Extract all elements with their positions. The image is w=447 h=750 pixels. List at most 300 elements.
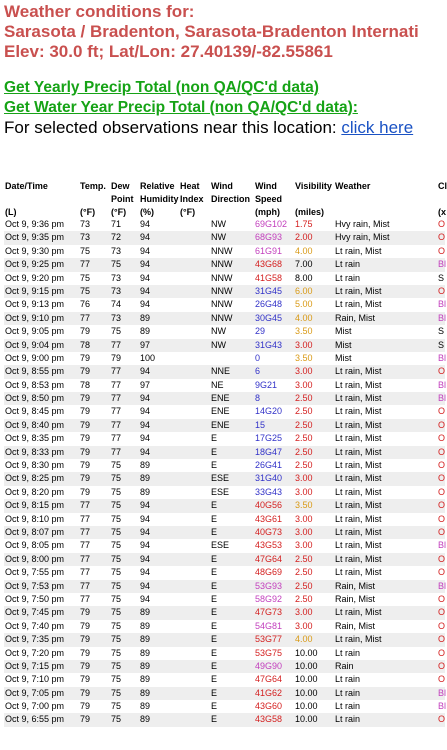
cell-wd: ENE bbox=[211, 393, 230, 404]
cell-temp: 79 bbox=[80, 634, 91, 645]
cell-date: Oct 9, 8:30 pm bbox=[5, 460, 65, 471]
cell-date: Oct 9, 7:20 pm bbox=[5, 647, 65, 658]
cell-vis: 10.00 bbox=[295, 687, 318, 698]
cell-dew: 71 bbox=[111, 219, 122, 229]
cell-temp: 75 bbox=[80, 245, 91, 256]
cell-rh: 94 bbox=[140, 433, 151, 444]
cell-rh: 94 bbox=[140, 219, 151, 229]
cell-date: Oct 9, 9:25 pm bbox=[5, 259, 65, 270]
header-title: Weather conditions for: bbox=[4, 2, 195, 21]
cell-dew: 77 bbox=[111, 379, 122, 390]
cell-ws: 43G53 bbox=[255, 540, 283, 551]
cell-wx: Lt rain, Mist bbox=[335, 526, 382, 537]
cell-dew: 77 bbox=[111, 406, 122, 417]
cell-cl: Bl bbox=[438, 352, 447, 363]
cell-vis: 6.00 bbox=[295, 285, 313, 296]
header-date-line3: (L) bbox=[5, 207, 17, 217]
cell-ws: 26G41 bbox=[255, 460, 283, 471]
table-row bbox=[4, 593, 445, 606]
header-hi-line1: Heat bbox=[180, 181, 200, 191]
table-row bbox=[4, 258, 445, 271]
cell-temp: 77 bbox=[80, 540, 91, 551]
cell-date: Oct 9, 8:05 pm bbox=[5, 540, 65, 551]
table-row bbox=[4, 713, 445, 726]
cell-rh: 94 bbox=[140, 232, 151, 243]
table-row bbox=[4, 459, 445, 472]
cell-wd: NNW bbox=[211, 259, 233, 270]
cell-ws: 53G77 bbox=[255, 634, 283, 645]
click-here-link[interactable]: click here bbox=[341, 118, 414, 137]
cell-rh: 94 bbox=[140, 299, 151, 310]
cell-date: Oct 9, 8:33 pm bbox=[5, 446, 65, 457]
table-row bbox=[4, 379, 445, 392]
cell-date: Oct 9, 9:10 pm bbox=[5, 312, 65, 323]
cell-cl: O bbox=[438, 433, 446, 444]
cell-ws: 43G68 bbox=[255, 259, 283, 270]
cell-ws: 61G91 bbox=[255, 245, 283, 256]
yearly-precip-link[interactable]: Get Yearly Precip Total (non QA/QC'd data) bbox=[4, 79, 319, 96]
cell-ws: 40G56 bbox=[255, 500, 283, 511]
cell-wx: Lt rain, Mist bbox=[335, 500, 382, 511]
cell-vis: 10.00 bbox=[295, 714, 318, 725]
cell-date: Oct 9, 8:55 pm bbox=[5, 366, 65, 377]
table-row bbox=[4, 553, 445, 566]
cell-cl: O bbox=[438, 660, 446, 671]
table-row bbox=[4, 700, 445, 713]
cell-temp: 79 bbox=[80, 419, 91, 430]
cell-temp: 79 bbox=[80, 660, 91, 671]
cell-cl: S bbox=[438, 326, 445, 337]
cell-wd: ESE bbox=[211, 540, 230, 551]
cell-rh: 89 bbox=[140, 660, 151, 671]
header-dew-line3: (°F) bbox=[111, 207, 127, 217]
cell-ws: 53G75 bbox=[255, 647, 283, 658]
cell-dew: 77 bbox=[111, 433, 122, 444]
cell-date: Oct 9, 7:53 pm bbox=[5, 580, 65, 591]
cell-dew: 75 bbox=[111, 526, 122, 537]
cell-temp: 79 bbox=[80, 607, 91, 618]
cell-wx: Lt rain, Mist bbox=[335, 366, 382, 377]
cell-temp: 77 bbox=[80, 593, 91, 604]
cell-wd: NW bbox=[211, 232, 226, 243]
cell-wx: Lt rain, Mist bbox=[335, 513, 382, 524]
water-year-precip-link[interactable]: Get Water Year Precip Total (non QA/QC'd data): bbox=[4, 99, 358, 116]
cell-date: Oct 9, 8:45 pm bbox=[5, 406, 65, 417]
cell-dew: 77 bbox=[111, 339, 122, 350]
cell-wd: E bbox=[211, 660, 218, 671]
cell-temp: 79 bbox=[80, 701, 91, 712]
cell-dew: 75 bbox=[111, 540, 122, 551]
table-row bbox=[4, 580, 445, 593]
cell-ws: 30G45 bbox=[255, 312, 283, 323]
header-hi-line3: (°F) bbox=[180, 207, 196, 217]
cell-dew: 75 bbox=[111, 593, 122, 604]
cell-vis: 2.50 bbox=[295, 593, 313, 604]
cell-dew: 75 bbox=[111, 580, 122, 591]
cell-rh: 94 bbox=[140, 366, 151, 377]
cell-wx: Mist bbox=[335, 326, 352, 337]
selected-observations bbox=[4, 117, 413, 139]
cell-ws: 0 bbox=[255, 352, 261, 363]
cell-ws: 48G69 bbox=[255, 567, 283, 578]
cell-rh: 94 bbox=[140, 567, 151, 578]
cell-wd: E bbox=[211, 580, 218, 591]
cell-vis: 3.00 bbox=[295, 473, 313, 484]
cell-vis: 2.50 bbox=[295, 446, 313, 457]
cell-vis: 2.50 bbox=[295, 567, 313, 578]
header-station-name: Sarasota / Bradenton, Sarasota-Bradenton Internati bbox=[4, 22, 419, 41]
cell-rh: 94 bbox=[140, 580, 151, 591]
cell-cl: O bbox=[438, 567, 446, 578]
table-row bbox=[4, 272, 445, 285]
cell-dew: 75 bbox=[111, 460, 122, 471]
cell-date: Oct 9, 8:00 pm bbox=[5, 553, 65, 564]
cell-rh: 89 bbox=[140, 620, 151, 631]
cell-ws: 43G60 bbox=[255, 701, 283, 712]
cell-date: Oct 9, 9:20 pm bbox=[5, 272, 65, 283]
cell-wd: E bbox=[211, 513, 218, 524]
header-wd-line2: Direction bbox=[211, 194, 251, 204]
cell-temp: 79 bbox=[80, 393, 91, 404]
cell-rh: 94 bbox=[140, 406, 151, 417]
cell-ws: 31G43 bbox=[255, 339, 283, 350]
cell-wd: E bbox=[211, 607, 218, 618]
cell-wx: Rain, Mist bbox=[335, 312, 376, 323]
cell-rh: 89 bbox=[140, 473, 151, 484]
cell-wx: Lt rain, Mist bbox=[335, 553, 382, 564]
cell-cl: Bl bbox=[438, 379, 447, 390]
cell-cl: O bbox=[438, 406, 446, 417]
cell-wx: Rain, Mist bbox=[335, 593, 376, 604]
cell-cl: O bbox=[438, 553, 446, 564]
table-row bbox=[4, 392, 445, 405]
cell-rh: 89 bbox=[140, 714, 151, 725]
cell-wd: E bbox=[211, 567, 218, 578]
cell-date: Oct 9, 7:00 pm bbox=[5, 701, 65, 712]
cell-vis: 3.00 bbox=[295, 486, 313, 497]
cell-dew: 75 bbox=[111, 553, 122, 564]
cell-ws: 68G93 bbox=[255, 232, 283, 243]
cell-wd: ESE bbox=[211, 473, 230, 484]
cell-ws: 47G73 bbox=[255, 607, 283, 618]
cell-date: Oct 9, 9:30 pm bbox=[5, 245, 65, 256]
cell-temp: 79 bbox=[80, 433, 91, 444]
cell-vis: 3.00 bbox=[295, 540, 313, 551]
cell-wd: ENE bbox=[211, 406, 230, 417]
header-dew-line1: Dew bbox=[111, 181, 130, 191]
cell-wd: E bbox=[211, 446, 218, 457]
cell-dew: 75 bbox=[111, 701, 122, 712]
cell-temp: 79 bbox=[80, 352, 91, 363]
cell-rh: 94 bbox=[140, 419, 151, 430]
header-elevation: Elev: 30.0 ft; Lat/Lon: 27.40139/-82.55861 bbox=[4, 42, 333, 61]
cell-wx: Lt rain, Mist bbox=[335, 393, 382, 404]
cell-ws: 14G20 bbox=[255, 406, 283, 417]
cell-rh: 89 bbox=[140, 701, 151, 712]
cell-wd: E bbox=[211, 701, 218, 712]
cell-ws: 9G21 bbox=[255, 379, 278, 390]
cell-vis: 10.00 bbox=[295, 660, 318, 671]
cell-wd: NW bbox=[211, 339, 226, 350]
cell-rh: 94 bbox=[140, 540, 151, 551]
header-ws-line1: Wind bbox=[255, 181, 277, 191]
cell-wd: ENE bbox=[211, 419, 230, 430]
cell-vis: 2.50 bbox=[295, 433, 313, 444]
cell-cl: Bl bbox=[438, 312, 447, 323]
cell-rh: 94 bbox=[140, 393, 151, 404]
cell-rh: 89 bbox=[140, 486, 151, 497]
cell-temp: 79 bbox=[80, 406, 91, 417]
cell-wd: NNW bbox=[211, 312, 233, 323]
cell-date: Oct 9, 7:15 pm bbox=[5, 660, 65, 671]
cell-wd: E bbox=[211, 553, 218, 564]
cell-rh: 94 bbox=[140, 593, 151, 604]
table-row bbox=[4, 499, 445, 512]
header-rh-line3: (%) bbox=[140, 207, 154, 217]
cell-dew: 75 bbox=[111, 567, 122, 578]
cell-ws: 18G47 bbox=[255, 446, 283, 457]
cell-vis: 3.50 bbox=[295, 500, 313, 511]
cell-rh: 94 bbox=[140, 446, 151, 457]
cell-wd: NE bbox=[211, 379, 224, 390]
table-row bbox=[4, 526, 445, 539]
cell-date: Oct 9, 7:45 pm bbox=[5, 607, 65, 618]
header-dew-line2: Point bbox=[111, 194, 134, 204]
cell-temp: 79 bbox=[80, 714, 91, 725]
cell-temp: 76 bbox=[80, 299, 91, 310]
cell-vis: 3.00 bbox=[295, 339, 313, 350]
cell-wx: Lt rain, Mist bbox=[335, 285, 382, 296]
cell-wd: NNW bbox=[211, 272, 233, 283]
cell-temp: 79 bbox=[80, 473, 91, 484]
cell-cl: O bbox=[438, 500, 446, 511]
cell-wx: Lt rain, Mist bbox=[335, 473, 382, 484]
cell-wd: E bbox=[211, 593, 218, 604]
cell-wx: Lt rain, Mist bbox=[335, 486, 382, 497]
cell-date: Oct 9, 8:07 pm bbox=[5, 526, 65, 537]
cell-wd: E bbox=[211, 714, 218, 725]
header-cl-line1: Cl bbox=[438, 181, 447, 191]
cell-date: Oct 9, 8:10 pm bbox=[5, 513, 65, 524]
cell-cl: O bbox=[438, 593, 446, 604]
cell-wx: Lt rain, Mist bbox=[335, 634, 382, 645]
observations-table bbox=[4, 180, 445, 727]
cell-rh: 94 bbox=[140, 500, 151, 511]
cell-date: Oct 9, 9:35 pm bbox=[5, 232, 65, 243]
cell-ws: 29 bbox=[255, 326, 266, 337]
cell-temp: 77 bbox=[80, 312, 91, 323]
cell-cl: S bbox=[438, 339, 445, 350]
cell-date: Oct 9, 8:15 pm bbox=[5, 500, 65, 511]
cell-dew: 75 bbox=[111, 486, 122, 497]
table-row bbox=[4, 231, 445, 244]
cell-ws: 49G90 bbox=[255, 660, 283, 671]
cell-wx: Lt rain, Mist bbox=[335, 540, 382, 551]
table-row bbox=[4, 298, 445, 311]
cell-date: Oct 9, 7:35 pm bbox=[5, 634, 65, 645]
cell-date: Oct 9, 9:04 pm bbox=[5, 339, 65, 350]
table-header bbox=[4, 180, 445, 218]
cell-dew: 77 bbox=[111, 393, 122, 404]
cell-vis: 4.00 bbox=[295, 245, 313, 256]
table-row bbox=[4, 365, 445, 378]
cell-wx: Lt rain, Mist bbox=[335, 419, 382, 430]
cell-date: Oct 9, 8:25 pm bbox=[5, 473, 65, 484]
cell-wx: Mist bbox=[335, 352, 352, 363]
table-row bbox=[4, 218, 445, 231]
cell-dew: 75 bbox=[111, 647, 122, 658]
cell-wx: Lt rain, Mist bbox=[335, 406, 382, 417]
cell-cl: O bbox=[438, 486, 446, 497]
cell-rh: 89 bbox=[140, 607, 151, 618]
cell-cl: O bbox=[438, 446, 446, 457]
cell-ws: 41G62 bbox=[255, 687, 283, 698]
cell-dew: 73 bbox=[111, 245, 122, 256]
cell-rh: 94 bbox=[140, 526, 151, 537]
cell-wd: E bbox=[211, 460, 218, 471]
cell-cl: S bbox=[438, 272, 445, 283]
cell-vis: 7.00 bbox=[295, 259, 313, 270]
cell-dew: 75 bbox=[111, 513, 122, 524]
cell-wx: Lt rain bbox=[335, 647, 361, 658]
cell-wx: Rain, Mist bbox=[335, 620, 376, 631]
cell-wd: NNE bbox=[211, 366, 231, 377]
cell-date: Oct 9, 9:05 pm bbox=[5, 326, 65, 337]
cell-dew: 73 bbox=[111, 312, 122, 323]
cell-rh: 89 bbox=[140, 312, 151, 323]
cell-wx: Rain, Mist bbox=[335, 580, 376, 591]
cell-wx: Lt rain, Mist bbox=[335, 245, 382, 256]
table-row bbox=[4, 245, 445, 258]
cell-wx: Rain bbox=[335, 660, 354, 671]
cell-date: Oct 9, 7:55 pm bbox=[5, 567, 65, 578]
cell-rh: 89 bbox=[140, 460, 151, 471]
cell-cl: O bbox=[438, 634, 446, 645]
cell-ws: 43G61 bbox=[255, 513, 283, 524]
cell-rh: 94 bbox=[140, 272, 151, 283]
cell-temp: 79 bbox=[80, 687, 91, 698]
header-cl-line3: (x bbox=[438, 207, 447, 217]
cell-dew: 73 bbox=[111, 272, 122, 283]
cell-temp: 79 bbox=[80, 460, 91, 471]
cell-temp: 77 bbox=[80, 526, 91, 537]
cell-date: Oct 9, 7:10 pm bbox=[5, 674, 65, 685]
cell-date: Oct 9, 9:13 pm bbox=[5, 299, 65, 310]
cell-date: Oct 9, 7:40 pm bbox=[5, 620, 65, 631]
cell-rh: 94 bbox=[140, 259, 151, 270]
cell-rh: 89 bbox=[140, 687, 151, 698]
cell-vis: 3.50 bbox=[295, 326, 313, 337]
cell-wx: Mist bbox=[335, 339, 352, 350]
header-vis-line1: Visibility bbox=[295, 181, 332, 191]
cell-ws: 26G48 bbox=[255, 299, 283, 310]
cell-wd: NNW bbox=[211, 299, 233, 310]
table-row bbox=[4, 325, 445, 338]
cell-cl: Bl bbox=[438, 540, 447, 551]
cell-dew: 75 bbox=[111, 634, 122, 645]
cell-temp: 79 bbox=[80, 326, 91, 337]
cell-vis: 2.50 bbox=[295, 406, 313, 417]
cell-wd: E bbox=[211, 500, 218, 511]
cell-dew: 75 bbox=[111, 660, 122, 671]
cell-vis: 3.00 bbox=[295, 366, 313, 377]
table-row bbox=[4, 312, 445, 325]
cell-wx: Hvy rain, Mist bbox=[335, 219, 390, 229]
cell-vis: 10.00 bbox=[295, 701, 318, 712]
cell-date: Oct 9, 6:55 pm bbox=[5, 714, 65, 725]
cell-wd: E bbox=[211, 620, 218, 631]
cell-wd: ESE bbox=[211, 486, 230, 497]
cell-vis: 2.50 bbox=[295, 393, 313, 404]
cell-wx: Lt rain bbox=[335, 272, 361, 283]
cell-wx: Lt rain, Mist bbox=[335, 433, 382, 444]
cell-dew: 77 bbox=[111, 446, 122, 457]
cell-temp: 79 bbox=[80, 486, 91, 497]
cell-ws: 8 bbox=[255, 393, 261, 404]
header-hi-line2: Index bbox=[180, 194, 204, 204]
table-row bbox=[4, 687, 445, 700]
cell-ws: 58G92 bbox=[255, 593, 283, 604]
cell-temp: 75 bbox=[80, 285, 91, 296]
cell-temp: 77 bbox=[80, 553, 91, 564]
cell-vis: 4.00 bbox=[295, 312, 313, 323]
cell-rh: 89 bbox=[140, 647, 151, 658]
cell-date: Oct 9, 8:35 pm bbox=[5, 433, 65, 444]
cell-cl: O bbox=[438, 607, 446, 618]
cell-cl: O bbox=[438, 232, 446, 243]
cell-wd: NW bbox=[211, 219, 226, 229]
cell-date: Oct 9, 8:20 pm bbox=[5, 486, 65, 497]
station-header bbox=[4, 2, 419, 62]
cell-rh: 94 bbox=[140, 513, 151, 524]
cell-dew: 75 bbox=[111, 473, 122, 484]
cell-dew: 75 bbox=[111, 326, 122, 337]
cell-temp: 73 bbox=[80, 232, 91, 243]
cell-date: Oct 9, 7:50 pm bbox=[5, 593, 65, 604]
cell-wd: NNW bbox=[211, 285, 233, 296]
cell-ws: 40G73 bbox=[255, 526, 283, 537]
cell-rh: 94 bbox=[140, 553, 151, 564]
cell-ws: 47G64 bbox=[255, 674, 283, 685]
header-ws-line3: (mph) bbox=[255, 207, 280, 217]
cell-cl: O bbox=[438, 620, 446, 631]
cell-cl: O bbox=[438, 245, 446, 256]
cell-wx: Lt rain bbox=[335, 687, 361, 698]
cell-ws: 33G43 bbox=[255, 486, 283, 497]
cell-temp: 79 bbox=[80, 446, 91, 457]
cell-temp: 79 bbox=[80, 366, 91, 377]
cell-wx: Lt rain, Mist bbox=[335, 460, 382, 471]
header-ws-line2: Speed bbox=[255, 194, 283, 204]
cell-vis: 3.50 bbox=[295, 352, 313, 363]
cell-dew: 79 bbox=[111, 352, 122, 363]
cell-dew: 75 bbox=[111, 687, 122, 698]
cell-ws: 47G64 bbox=[255, 553, 283, 564]
cell-cl: O bbox=[438, 513, 446, 524]
cell-rh: 97 bbox=[140, 379, 151, 390]
cell-temp: 79 bbox=[80, 674, 91, 685]
cell-vis: 3.00 bbox=[295, 513, 313, 524]
cell-rh: 94 bbox=[140, 285, 151, 296]
cell-temp: 78 bbox=[80, 339, 91, 350]
cell-date: Oct 9, 9:15 pm bbox=[5, 285, 65, 296]
cell-cl: O bbox=[438, 460, 446, 471]
cell-cl: Bl bbox=[438, 393, 447, 404]
cell-vis: 2.50 bbox=[295, 460, 313, 471]
cell-vis: 2.00 bbox=[295, 232, 313, 243]
cell-wx: Hvy rain, Mist bbox=[335, 232, 390, 243]
cell-wd: E bbox=[211, 634, 218, 645]
